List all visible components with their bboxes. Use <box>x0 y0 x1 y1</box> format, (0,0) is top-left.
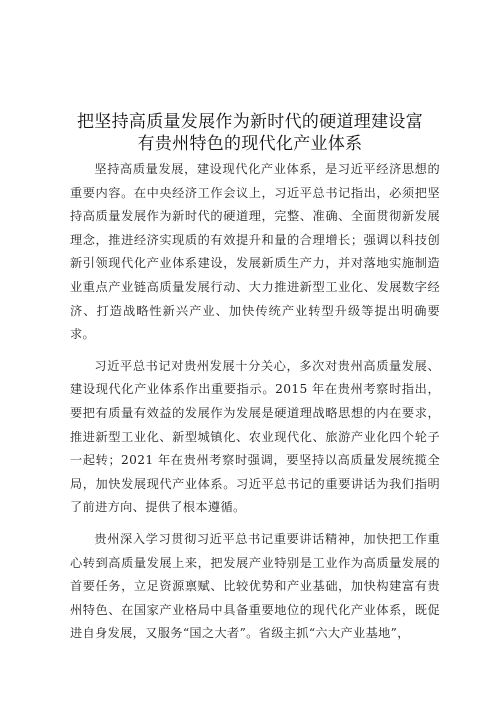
document-title-line-2: 有贵州特色的现代化产业体系 <box>137 134 363 154</box>
paragraph-2: 习近平总书记对贵州发展十分关心，多次对贵州高质量发展、建设现代化产业体系作出重要指示。2015 年在贵州考察时指出，要把有质量有效益的发展作为发展是硬道理战略思想的内在要求，推进新型工业化、新型城镇化、农业现代化、旅游产业化四个轮子一起转；2021 年在贵州考察时强调，要坚持以高质量发展统揽全局，加快发展现代产业体系。习近平总书记的重要讲话为我们指明了前进方向、提供了根本遵循。 <box>70 358 440 515</box>
document-title-line-1: 把坚持高质量发展作为新时代的硬道理建设富 <box>77 112 423 132</box>
document-body <box>70 158 440 654</box>
paragraph-3: 贵州深入学习贯彻习近平总书记重要讲话精神，加快把工作重心转到高质量发展上来，把发展产业特别是工业作为高质量发展的首要任务，立足资源禀赋、比较优势和产业基础，加快构建富有贵州特色、在国家产业格局中具备重要地位的现代化产业体系，既促进自身发展，又服务“国之大者”。省级主抓“六大产业基地”， <box>70 531 440 641</box>
paragraph-1: 坚持高质量发展，建设现代化产业体系，是习近平经济思想的重要内容。在中央经济工作会议上，习近平总书记指出，必须把坚持高质量发展作为新时代的硬道理，完整、准确、全面贯彻新发展理念，推进经济实现质的有效提升和量的合理增长；强调以科技创新引领现代化产业体系建设，发展新质生产力，并对落地实施制造业重点产业链高质量发展行动、大力推进新型工业化、发展数字经济、打造战略性新兴产业、加快传统产业转型升级等提出明确要求。 <box>70 162 440 342</box>
